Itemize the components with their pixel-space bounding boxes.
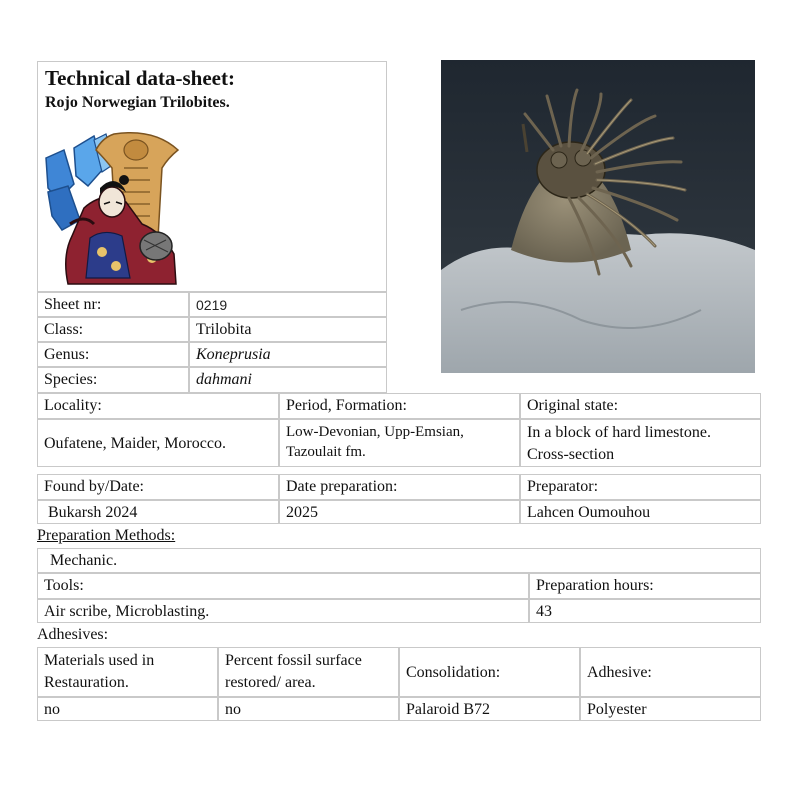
sheet-nr-label: Sheet nr: <box>37 292 189 317</box>
trilobite-photo <box>441 60 755 373</box>
date-preparation-label: Date preparation: <box>279 474 520 500</box>
locality-text: Oufatene, Maider, Morocco. <box>44 434 226 452</box>
materials-label: Materials used in Restauration. <box>37 647 218 697</box>
locality-label: Locality: <box>37 393 279 419</box>
original-state-label: Original state: <box>520 393 761 419</box>
consolidation-value: Palaroid B72 <box>399 697 580 721</box>
sheet-subtitle: Rojo Norwegian Trilobites. <box>45 94 230 111</box>
species-value: dahmani <box>189 367 387 393</box>
percent-restored-value: no <box>218 697 399 721</box>
species-label: Species: <box>37 367 189 393</box>
preparation-hours-value: 43 <box>529 599 761 623</box>
date-preparation-value: 2025 <box>279 500 520 524</box>
tools-label: Tools: <box>37 573 529 599</box>
locality-value <box>37 419 279 467</box>
sheet-nr-value: 0219 <box>189 292 387 317</box>
adhesives-heading: Adhesives: <box>37 626 109 643</box>
consolidation-text: Consolidation: <box>406 663 501 681</box>
preparation-hours-label: Preparation hours: <box>529 573 761 599</box>
class-value: Trilobita <box>189 317 387 342</box>
original-state-value: In a block of hard limestone. Cross-section <box>520 419 761 467</box>
tools-value: Air scribe, Microblasting. <box>37 599 529 623</box>
period-value: Low-Devonian, Upp-Emsian, Tazoulait fm. <box>279 419 520 467</box>
percent-restored-label: Percent fossil surface restored/ area. <box>218 647 399 697</box>
header-box <box>37 61 387 292</box>
preparator-value: Lahcen Oumouhou <box>520 500 761 524</box>
samurai-trilobite-logo <box>44 128 186 286</box>
adhesive-text: Adhesive: <box>587 663 652 681</box>
genus-value: Koneprusia <box>189 342 387 367</box>
class-label: Class: <box>37 317 189 342</box>
adhesive-label <box>580 647 761 697</box>
method-value: Mechanic. <box>37 548 761 573</box>
found-by-label: Found by/Date: <box>37 474 279 500</box>
preparation-methods-heading: Preparation Methods: <box>37 527 176 544</box>
genus-label: Genus: <box>37 342 189 367</box>
sheet-title: Technical data-sheet: <box>45 66 235 90</box>
adhesive-value: Polyester <box>580 697 761 721</box>
found-by-value: Bukarsh 2024 <box>37 500 279 524</box>
consolidation-label <box>399 647 580 697</box>
period-label: Period, Formation: <box>279 393 520 419</box>
materials-value: no <box>37 697 218 721</box>
preparator-label: Preparator: <box>520 474 761 500</box>
